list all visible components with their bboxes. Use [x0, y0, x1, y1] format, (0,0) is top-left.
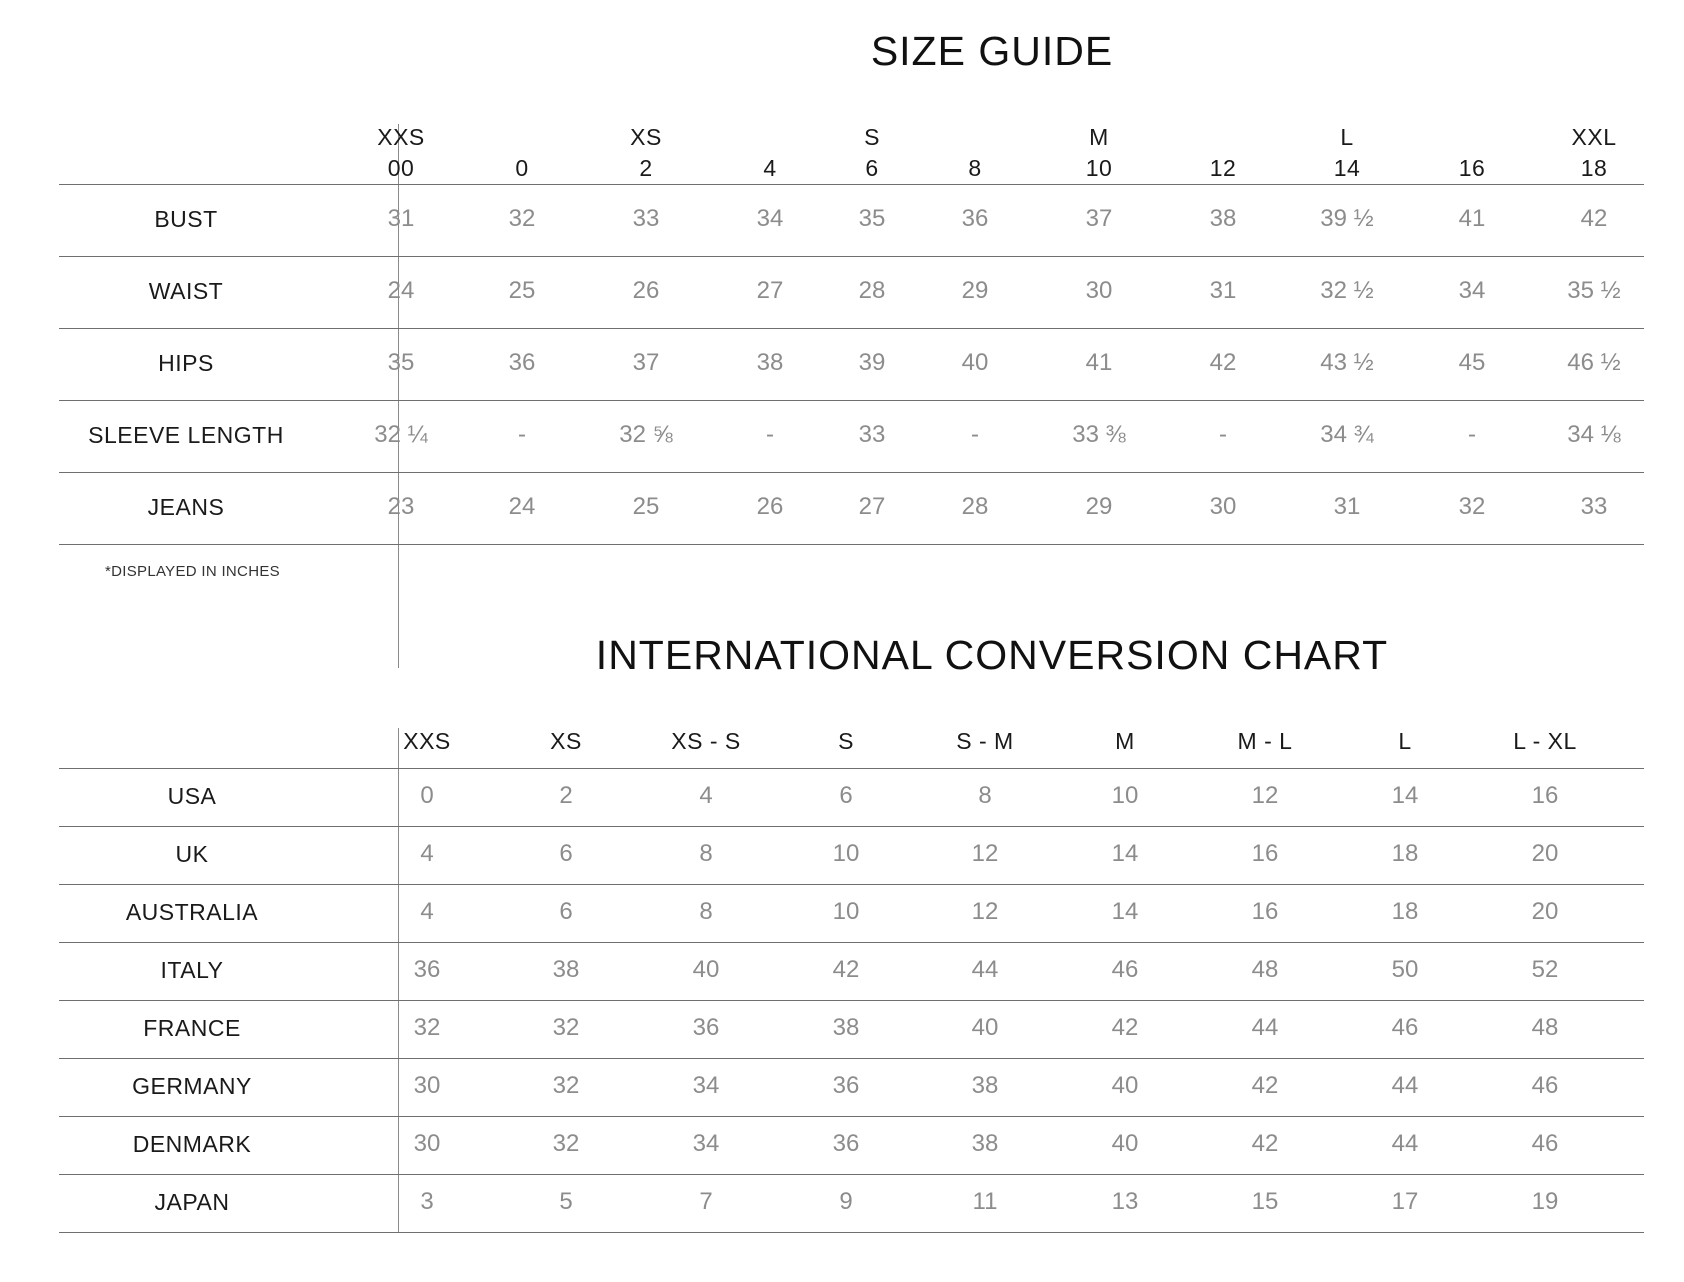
conversion-country-label: UK	[175, 841, 209, 867]
size-guide-value: 39	[858, 349, 886, 376]
conversion-value: 8	[978, 782, 992, 809]
conversion-value: 13	[1111, 1188, 1139, 1215]
conversion-value: 32	[552, 1014, 580, 1041]
size-guide-value: 38	[756, 349, 784, 376]
conversion-country-label: ITALY	[160, 957, 224, 983]
conversion-value: 36	[832, 1130, 860, 1157]
conversion-size-header: XS - S	[671, 728, 741, 754]
conversion-value: 44	[1251, 1014, 1279, 1041]
conversion-value: 6	[559, 840, 573, 867]
size-guide-row-line	[59, 328, 1644, 329]
conversion-size-header: XS	[550, 728, 582, 754]
conversion-size-header: S	[838, 728, 854, 754]
conversion-value: 40	[971, 1014, 999, 1041]
conversion-value: 11	[972, 1188, 998, 1215]
conversion-value: 10	[832, 898, 860, 925]
conversion-row-line	[59, 826, 1644, 827]
size-guide-value: 37	[632, 349, 660, 376]
size-guide-value: 25	[632, 493, 660, 520]
conversion-value: 15	[1251, 1188, 1279, 1215]
conversion-value: 14	[1111, 898, 1139, 925]
size-number-header: 14	[1333, 155, 1361, 181]
size-guide-value: -	[971, 421, 979, 448]
size-guide-value: 27	[858, 493, 886, 520]
size-guide-value: 35	[387, 349, 415, 376]
conversion-country-label: USA	[167, 783, 217, 809]
conversion-value: 42	[832, 956, 860, 983]
conversion-value: 44	[1391, 1072, 1419, 1099]
size-guide-value: 31	[1333, 493, 1361, 520]
conversion-country-label: DENMARK	[132, 1131, 252, 1157]
conversion-size-header: M - L	[1237, 728, 1293, 754]
size-guide-value: 25	[508, 277, 536, 304]
size-number-header: 00	[387, 155, 415, 181]
conversion-value: 40	[692, 956, 720, 983]
size-guide-value: 33	[632, 205, 660, 232]
conversion-value: 36	[832, 1072, 860, 1099]
size-guide-value: 33	[858, 421, 886, 448]
conversion-value: 42	[1251, 1072, 1279, 1099]
conversion-value: 38	[832, 1014, 860, 1041]
size-guide-value: 26	[632, 277, 660, 304]
size-guide-value: 37	[1085, 205, 1113, 232]
conversion-value: 36	[692, 1014, 720, 1041]
size-guide-value: 40	[961, 349, 989, 376]
size-guide-value: 45	[1458, 349, 1486, 376]
conversion-chart-table	[59, 728, 1644, 1228]
size-guide-row-label: SLEEVE LENGTH	[88, 422, 284, 448]
size-guide-value: 34 ¾	[1320, 421, 1374, 448]
conversion-row-line	[59, 884, 1644, 885]
conversion-value: 44	[971, 956, 999, 983]
size-guide-value: 32	[508, 205, 536, 232]
size-guide-value: 23	[387, 493, 415, 520]
conversion-country-label: GERMANY	[132, 1073, 252, 1099]
size-guide-value: 31	[1209, 277, 1237, 304]
size-guide-row-line	[59, 544, 1644, 545]
size-guide-value: 42	[1580, 205, 1608, 232]
conversion-value: 6	[839, 782, 853, 809]
size-guide-value: 26	[756, 493, 784, 520]
size-guide-value: 43 ½	[1320, 349, 1374, 376]
conversion-size-header: L - XL	[1513, 728, 1577, 754]
size-guide-value: 32	[1458, 493, 1486, 520]
size-number-header: 6	[865, 155, 879, 181]
conversion-value: 3	[420, 1188, 434, 1215]
size-guide-value: 38	[1209, 205, 1237, 232]
conversion-value: 4	[699, 782, 713, 809]
size-guide-value: 31	[387, 205, 415, 232]
conversion-chart-title: INTERNATIONAL CONVERSION CHART	[595, 632, 1389, 678]
conversion-value: 16	[1531, 782, 1559, 809]
size-guide-value: 27	[756, 277, 784, 304]
conversion-value: 46	[1111, 956, 1139, 983]
conversion-value: 46	[1531, 1072, 1559, 1099]
size-guide-value: 29	[961, 277, 989, 304]
size-number-header: 10	[1085, 155, 1113, 181]
size-guide-value: -	[518, 421, 526, 448]
size-guide-value: 36	[961, 205, 989, 232]
size-guide-value: 41	[1085, 349, 1113, 376]
conversion-value: 50	[1391, 956, 1419, 983]
conversion-value: 18	[1391, 840, 1419, 867]
conversion-value: 32	[552, 1130, 580, 1157]
size-guide-value: 34	[1458, 277, 1486, 304]
conversion-value: 52	[1531, 956, 1559, 983]
size-guide-row-label: BUST	[154, 206, 218, 232]
size-guide-value: 30	[1209, 493, 1237, 520]
size-guide-value: 34 ⅛	[1567, 421, 1621, 448]
conversion-value: 32	[552, 1072, 580, 1099]
conversion-value: 4	[420, 898, 434, 925]
size-number-header: 16	[1458, 155, 1486, 181]
size-guide-value: 32 ⅝	[619, 421, 673, 448]
conversion-value: 14	[1111, 840, 1139, 867]
size-guide-value: 32 ½	[1320, 277, 1374, 304]
size-guide-value: 34	[756, 205, 784, 232]
size-letter-header: XS	[630, 124, 662, 150]
conversion-value: 36	[413, 956, 441, 983]
conversion-value: 34	[692, 1130, 720, 1157]
conversion-value: 9	[839, 1188, 853, 1215]
conversion-value: 10	[832, 840, 860, 867]
size-guide-value: 28	[961, 493, 989, 520]
conversion-value: 20	[1531, 840, 1559, 867]
conversion-row-line	[59, 1058, 1644, 1059]
size-guide-row-line	[59, 256, 1644, 257]
conversion-value: 40	[1111, 1072, 1139, 1099]
conversion-size-header: XXS	[403, 728, 451, 754]
size-guide-value: 42	[1209, 349, 1237, 376]
conversion-country-label: FRANCE	[143, 1015, 241, 1041]
conversion-divider	[398, 728, 399, 1232]
size-number-header: 2	[639, 155, 653, 181]
size-letter-header: XXL	[1571, 124, 1617, 150]
conversion-value: 38	[971, 1072, 999, 1099]
size-guide-value: 41	[1458, 205, 1486, 232]
size-guide-table	[59, 124, 1644, 544]
conversion-row-line	[59, 1174, 1644, 1175]
size-guide-value: 24	[508, 493, 536, 520]
conversion-value: 34	[692, 1072, 720, 1099]
conversion-value: 4	[420, 840, 434, 867]
size-guide-value: -	[766, 421, 774, 448]
size-guide-value: 35 ½	[1567, 277, 1621, 304]
conversion-value: 42	[1111, 1014, 1139, 1041]
conversion-value: 20	[1531, 898, 1559, 925]
size-guide-value: 46 ½	[1567, 349, 1621, 376]
size-number-header: 18	[1580, 155, 1608, 181]
conversion-value: 38	[971, 1130, 999, 1157]
size-letter-header: S	[864, 124, 880, 150]
conversion-value: 46	[1391, 1014, 1419, 1041]
conversion-value: 6	[559, 898, 573, 925]
conversion-country-label: AUSTRALIA	[125, 899, 259, 925]
size-guide-row-line	[59, 184, 1644, 185]
conversion-row-line	[59, 1232, 1644, 1233]
conversion-value: 38	[552, 956, 580, 983]
size-guide-row-line	[59, 472, 1644, 473]
conversion-value: 5	[559, 1188, 573, 1215]
conversion-value: 30	[413, 1130, 441, 1157]
conversion-row-line	[59, 1116, 1644, 1117]
size-letter-header: L	[1340, 124, 1354, 150]
conversion-row-line	[59, 1000, 1644, 1001]
conversion-size-header: L	[1398, 728, 1412, 754]
size-guide-row-line	[59, 400, 1644, 401]
conversion-value: 19	[1531, 1188, 1559, 1215]
size-number-header: 0	[515, 155, 529, 181]
conversion-value: 17	[1391, 1188, 1419, 1215]
size-guide-value: 29	[1085, 493, 1113, 520]
size-guide-value: 30	[1085, 277, 1113, 304]
conversion-value: 12	[1251, 782, 1279, 809]
size-guide-value: 33 ⅜	[1072, 421, 1126, 448]
size-guide-row-label: WAIST	[148, 278, 224, 304]
size-guide-value: -	[1468, 421, 1476, 448]
size-guide-row-label: HIPS	[158, 350, 214, 376]
size-guide-value: -	[1219, 421, 1227, 448]
size-guide-value: 32 ¼	[374, 421, 428, 448]
size-number-header: 12	[1209, 155, 1237, 181]
conversion-row-line	[59, 942, 1644, 943]
conversion-value: 2	[559, 782, 573, 809]
conversion-value: 12	[971, 840, 999, 867]
size-guide-value: 33	[1580, 493, 1608, 520]
conversion-value: 16	[1251, 840, 1279, 867]
size-guide-value: 35	[858, 205, 886, 232]
conversion-size-header: S - M	[956, 728, 1014, 754]
conversion-value: 18	[1391, 898, 1419, 925]
conversion-country-label: JAPAN	[154, 1189, 230, 1215]
conversion-value: 30	[413, 1072, 441, 1099]
conversion-value: 46	[1531, 1130, 1559, 1157]
conversion-value: 44	[1391, 1130, 1419, 1157]
conversion-row-line	[59, 768, 1644, 769]
size-number-header: 8	[968, 155, 982, 181]
size-guide-value: 28	[858, 277, 886, 304]
size-guide-value: 24	[387, 277, 415, 304]
size-letter-header: XXS	[377, 124, 425, 150]
conversion-value: 12	[971, 898, 999, 925]
conversion-value: 7	[699, 1188, 713, 1215]
units-note: *DISPLAYED IN INCHES	[105, 563, 280, 580]
conversion-value: 42	[1251, 1130, 1279, 1157]
size-guide-value: 39 ½	[1320, 205, 1374, 232]
conversion-value: 32	[413, 1014, 441, 1041]
size-guide-value: 36	[508, 349, 536, 376]
conversion-value: 0	[420, 782, 434, 809]
conversion-value: 48	[1531, 1014, 1559, 1041]
conversion-value: 8	[699, 840, 713, 867]
conversion-value: 16	[1251, 898, 1279, 925]
size-number-header: 4	[763, 155, 777, 181]
conversion-value: 10	[1111, 782, 1139, 809]
conversion-size-header: M	[1115, 728, 1135, 754]
size-guide-row-label: JEANS	[147, 494, 225, 520]
conversion-value: 48	[1251, 956, 1279, 983]
size-guide-title: SIZE GUIDE	[870, 28, 1114, 74]
conversion-value: 40	[1111, 1130, 1139, 1157]
conversion-value: 14	[1391, 782, 1419, 809]
size-letter-header: M	[1089, 124, 1109, 150]
conversion-value: 8	[699, 898, 713, 925]
